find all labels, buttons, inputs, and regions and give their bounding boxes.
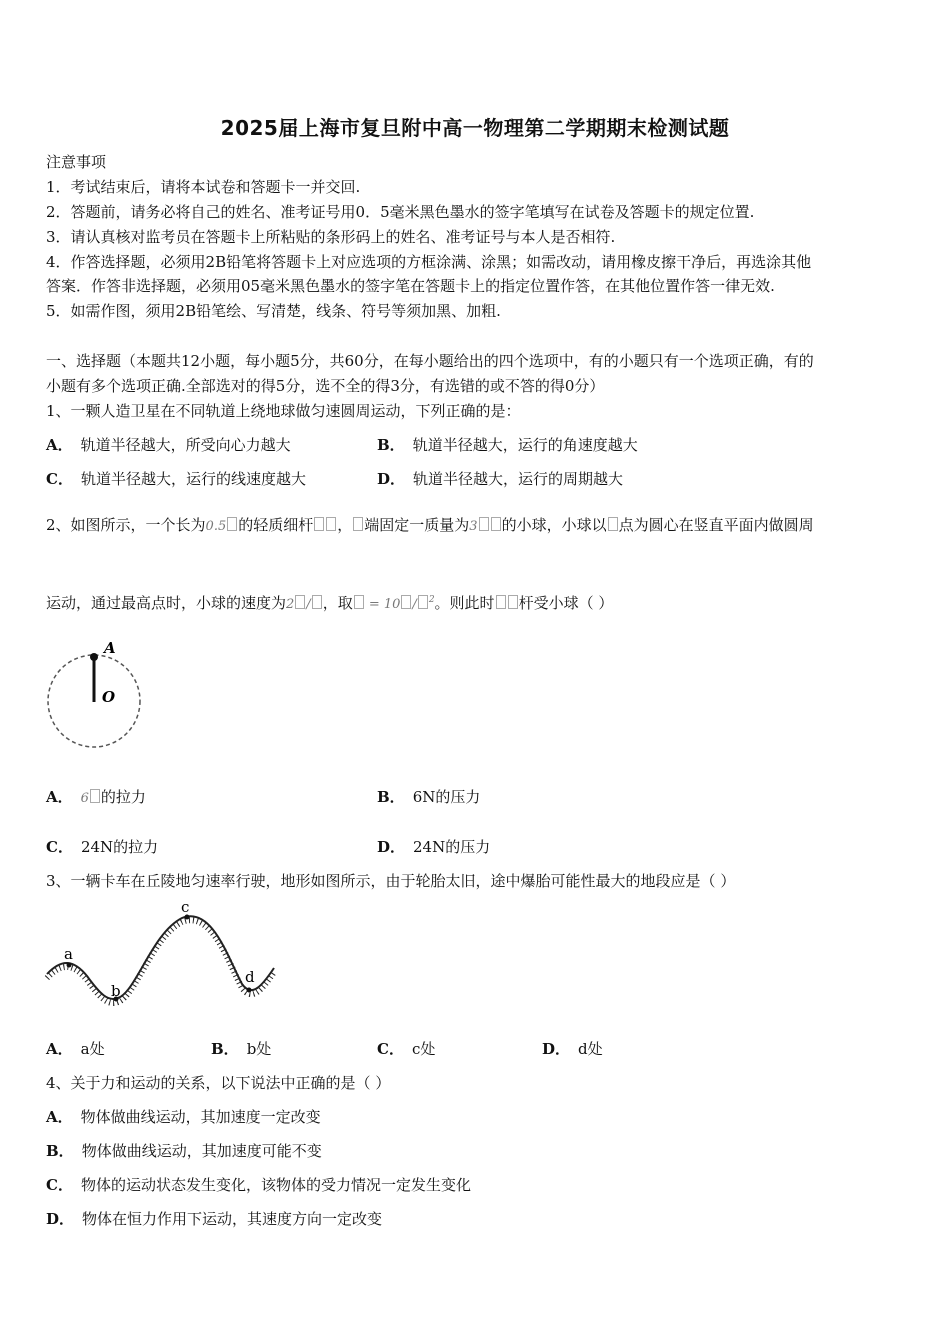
question-2-stem-line2: 运动，通过最高点时，小球的速度为2 / ，取 = 10 / $^2$。则此时 杆受小球（ ） xyxy=(46,594,614,612)
section-header: 小题有多个选项正确.全部选对的得5分，选不全的得3分，有选错的或不答的得0分） xyxy=(46,377,605,395)
label-c: c xyxy=(181,898,190,916)
notice-item: 1．考试结束后，请将本试卷和答题卡一并交回. xyxy=(46,178,361,196)
notice-item: 5．如需作图，须用2B铅笔绘、写清楚，线条、符号等须加黑、加粗. xyxy=(46,302,501,320)
question-4-stem: 4、关于力和运动的关系，以下说法中正确的是（ ） xyxy=(46,1074,391,1092)
q2-option-a: A． 6 的拉力 xyxy=(46,788,146,806)
notice-item: 2．答题前，请务必将自己的姓名、准考证号用0．5毫米黑色墨水的签字笔填写在试卷及答题卡的规定位置. xyxy=(46,203,755,221)
ground-hatching xyxy=(47,920,274,1003)
q3-option-c: C． c处 xyxy=(377,1040,436,1058)
point-d xyxy=(247,988,252,993)
q1-option-c: C． 轨道半径越大，运行的线速度越大 xyxy=(46,470,306,488)
label-a: A xyxy=(104,639,116,657)
section-header: 一、选择题（本题共12小题，每小题5分，共60分，在每小题给出的四个选项中，有的小题只有一个选项正确，有的 xyxy=(46,352,814,370)
notice-item: 答案．作答非选择题，必须用05毫米黑色墨水的签字笔在答题卡上的指定位置作答，在其他位置作答一律无效. xyxy=(46,277,775,295)
page-title: 2025届上海市复旦附中高一物理第二学期期末检测试题 xyxy=(220,116,730,140)
q4-option-b: B． 物体做曲线运动，其加速度可能不变 xyxy=(46,1142,322,1160)
terrain-line xyxy=(47,916,274,999)
notice-item: 3．请认真核对监考员在答题卡上所粘贴的条形码上的姓名、准考证号与本人是否相符. xyxy=(46,228,616,246)
q1-option-d: D． 轨道半径越大，运行的周期越大 xyxy=(377,470,624,488)
q3-option-b: B． b处 xyxy=(211,1040,272,1058)
notice-item: 4．作答选择题，必须用2B铅笔将答题卡上对应选项的方框涂满、涂黑；如需改动，请用橡皮擦干净后，再选涂其他 xyxy=(46,253,812,271)
q4-option-d: D． 物体在恒力作用下运动，其速度方向一定改变 xyxy=(46,1210,383,1228)
q1-option-b: B． 轨道半径越大，运行的角速度越大 xyxy=(377,436,638,454)
q2-option-b: B． 6N的压力 xyxy=(377,788,481,806)
q3-option-d: D． d处 xyxy=(542,1040,603,1058)
q2-option-d: D． 24N的压力 xyxy=(377,838,491,856)
label-b: b xyxy=(111,982,121,1000)
point-a xyxy=(67,963,72,968)
circular-motion-figure xyxy=(40,636,150,756)
ball xyxy=(90,653,98,661)
label-a: a xyxy=(64,945,73,963)
q3-option-a: A． a处 xyxy=(46,1040,105,1058)
question-2-stem-line1: 2、如图所示，一个长为0.5 的轻质细杆 ， 端固定一质量为3 的小球，小球以 点为圆心在竖直平面内做圆周 xyxy=(46,516,814,534)
terrain-figure xyxy=(42,898,282,1008)
q4-option-a: A． 物体做曲线运动，其加速度一定改变 xyxy=(46,1108,321,1126)
label-o: O xyxy=(102,688,116,706)
question-3-stem: 3、一辆卡车在丘陵地匀速率行驶，地形如图所示，由于轮胎太旧，途中爆胎可能性最大的地段应是（ ） xyxy=(46,872,736,890)
q1-option-a: A． 轨道半径越大，所受向心力越大 xyxy=(46,436,291,454)
q2-option-c: C． 24N的拉力 xyxy=(46,838,159,856)
q4-option-c: C． 物体的运动状态发生变化，该物体的受力情况一定发生变化 xyxy=(46,1176,471,1194)
label-d: d xyxy=(245,968,255,986)
notice-heading: 注意事项 xyxy=(46,153,107,171)
question-1-stem: 1、一颗人造卫星在不同轨道上绕地球做匀速圆周运动，下列正确的是： xyxy=(46,402,521,420)
